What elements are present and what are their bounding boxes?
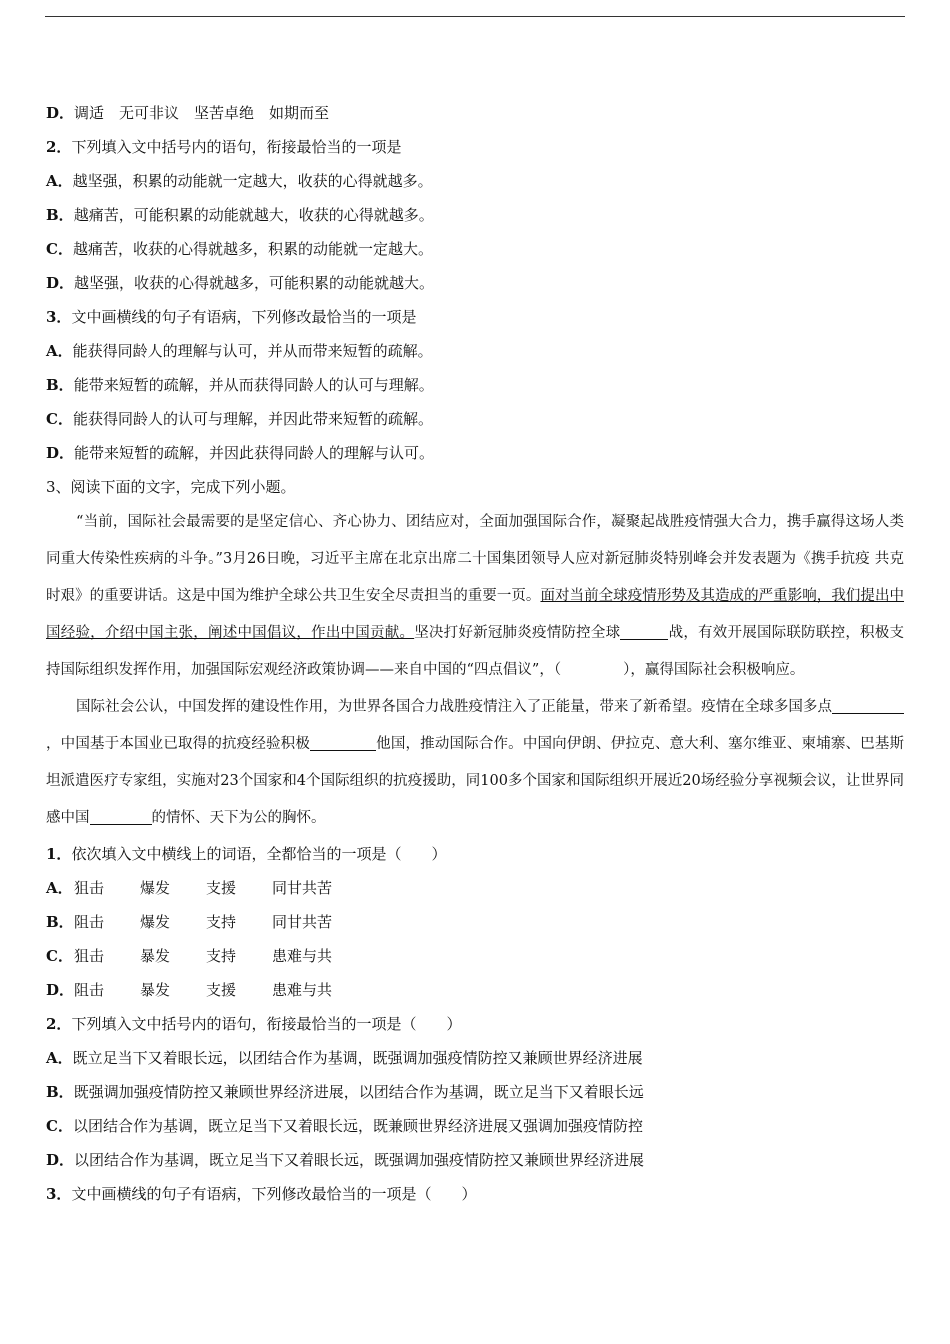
fill-blank bbox=[832, 698, 904, 714]
section-heading: 3、阅读下面的文字，完成下列小题。 bbox=[46, 478, 296, 496]
q1-option-b: B．阻击 爆发 支持 同甘共苦 bbox=[46, 913, 333, 931]
passage-paragraph-2: 国际社会公认，中国发挥的建设性作用，为世界各国合力战胜疫情注入了正能量，带来了新希望。疫情在全球多国多点，中国基于本国业已取得的抗疫经验积极 他国，推动国际合作。中国向伊朗、伊拉克、意大利、塞尔维亚、柬埔寨、巴基斯坦派遣医疗专家组，实施对23个国家和4个国际组织的抗疫援助，同100多个国家和国际组织开展近20场经验分享视频会议，让世界同感中国 的情怀、天下为公的胸怀。 bbox=[46, 699, 904, 826]
question-line: 3．文中画横线的句子有语病，下列修改最恰当的一项是 bbox=[46, 308, 417, 326]
document-body bbox=[46, 96, 904, 1211]
q2-option-d: D．以团结合作为基调，既立足当下又着眼长远，既强调加强疫情防控又兼顾世界经济进展 bbox=[46, 1151, 645, 1169]
questions-block bbox=[46, 837, 904, 1211]
question-2: 2．下列填入文中括号内的语句，衔接最恰当的一项是（ ） bbox=[46, 1015, 462, 1033]
question-1: 1．依次填入文中横线上的词语，全都恰当的一项是（ ） bbox=[46, 845, 447, 863]
passage-paragraph-1: “当前，国际社会最需要的是坚定信心、齐心协力、团结应对，全面加强国际合作，凝聚起战胜疫情强大合力，携手赢得这场人类同重大传染性疾病的斗争。”3月26日晚，习近平主席在北京出席二十国集团领导人应对新冠肺炎特别峰会并发表题为《携手抗疫 共克时艰》的重要讲话。这是中国为维护全球公共卫生安全尽责担当的重要一页。面对当前全球疫情形势及其造成的严重影响，我们提出中国经验，介绍中国主张，阐述中国倡议，作出中国贡献。坚决打好新冠肺炎疫情防控全球 战，有效开展国际联防联控，积极支持国际组织发挥作用，加强国际宏观经济政策协调——来自中国的“四点倡议”，（ ），赢得国际社会积极响应。 bbox=[46, 514, 905, 678]
question-line: 2．下列填入文中括号内的语句，衔接最恰当的一项是 bbox=[46, 138, 402, 156]
q2-option-a: A．既立足当下又着眼长远，以团结合作为基调，既强调加强疫情防控又兼顾世界经济进展 bbox=[46, 1049, 643, 1067]
option-line: B．越痛苦，可能积累的动能就越大，收获的心得就越多。 bbox=[46, 206, 434, 224]
q1-option-a: A．狙击 爆发 支援 同甘共苦 bbox=[46, 879, 333, 897]
q1-option-d: D．阻击 暴发 支援 患难与共 bbox=[46, 981, 333, 999]
option-line: C．越痛苦，收获的心得就越多，积累的动能就一定越大。 bbox=[46, 240, 433, 258]
option-line: B．能带来短暂的疏解，并从而获得同龄人的认可与理解。 bbox=[46, 376, 434, 394]
header-rule bbox=[45, 16, 905, 17]
option-line: A．越坚强，积累的动能就一定越大，收获的心得就越多。 bbox=[46, 172, 433, 190]
fill-blank bbox=[620, 624, 668, 640]
fill-blank bbox=[310, 735, 376, 751]
option-line: A．能获得同龄人的理解与认可，并从而带来短暂的疏解。 bbox=[46, 342, 433, 360]
option-line: D．能带来短暂的疏解，并因此获得同龄人的理解与认可。 bbox=[46, 444, 435, 462]
reading-passage bbox=[46, 504, 904, 837]
q1-option-c: C．狙击 暴发 支持 患难与共 bbox=[46, 947, 333, 965]
top-block bbox=[46, 96, 904, 504]
fill-blank bbox=[90, 809, 152, 825]
q2-option-c: C．以团结合作为基调，既立足当下又着眼长远，既兼顾世界经济进展又强调加强疫情防控 bbox=[46, 1117, 643, 1135]
question-3: 3．文中画横线的句子有语病，下列修改最恰当的一项是（ ） bbox=[46, 1185, 477, 1203]
option-line: D．调适 无可非议 坚苦卓绝 如期而至 bbox=[46, 104, 330, 122]
option-line: D．越坚强，收获的心得就越多，可能积累的动能就越大。 bbox=[46, 274, 435, 292]
q2-option-b: B．既强调加强疫情防控又兼顾世界经济进展，以团结合作为基调，既立足当下又着眼长远 bbox=[46, 1083, 644, 1101]
underlined-sentence: 面对当前全球疫情形势及其造成的严重影响，我们提出中国经验，介绍中国主张，阐述中国倡议，作出中国贡献。 bbox=[46, 588, 905, 641]
option-line: C．能获得同龄人的认可与理解，并因此带来短暂的疏解。 bbox=[46, 410, 433, 428]
